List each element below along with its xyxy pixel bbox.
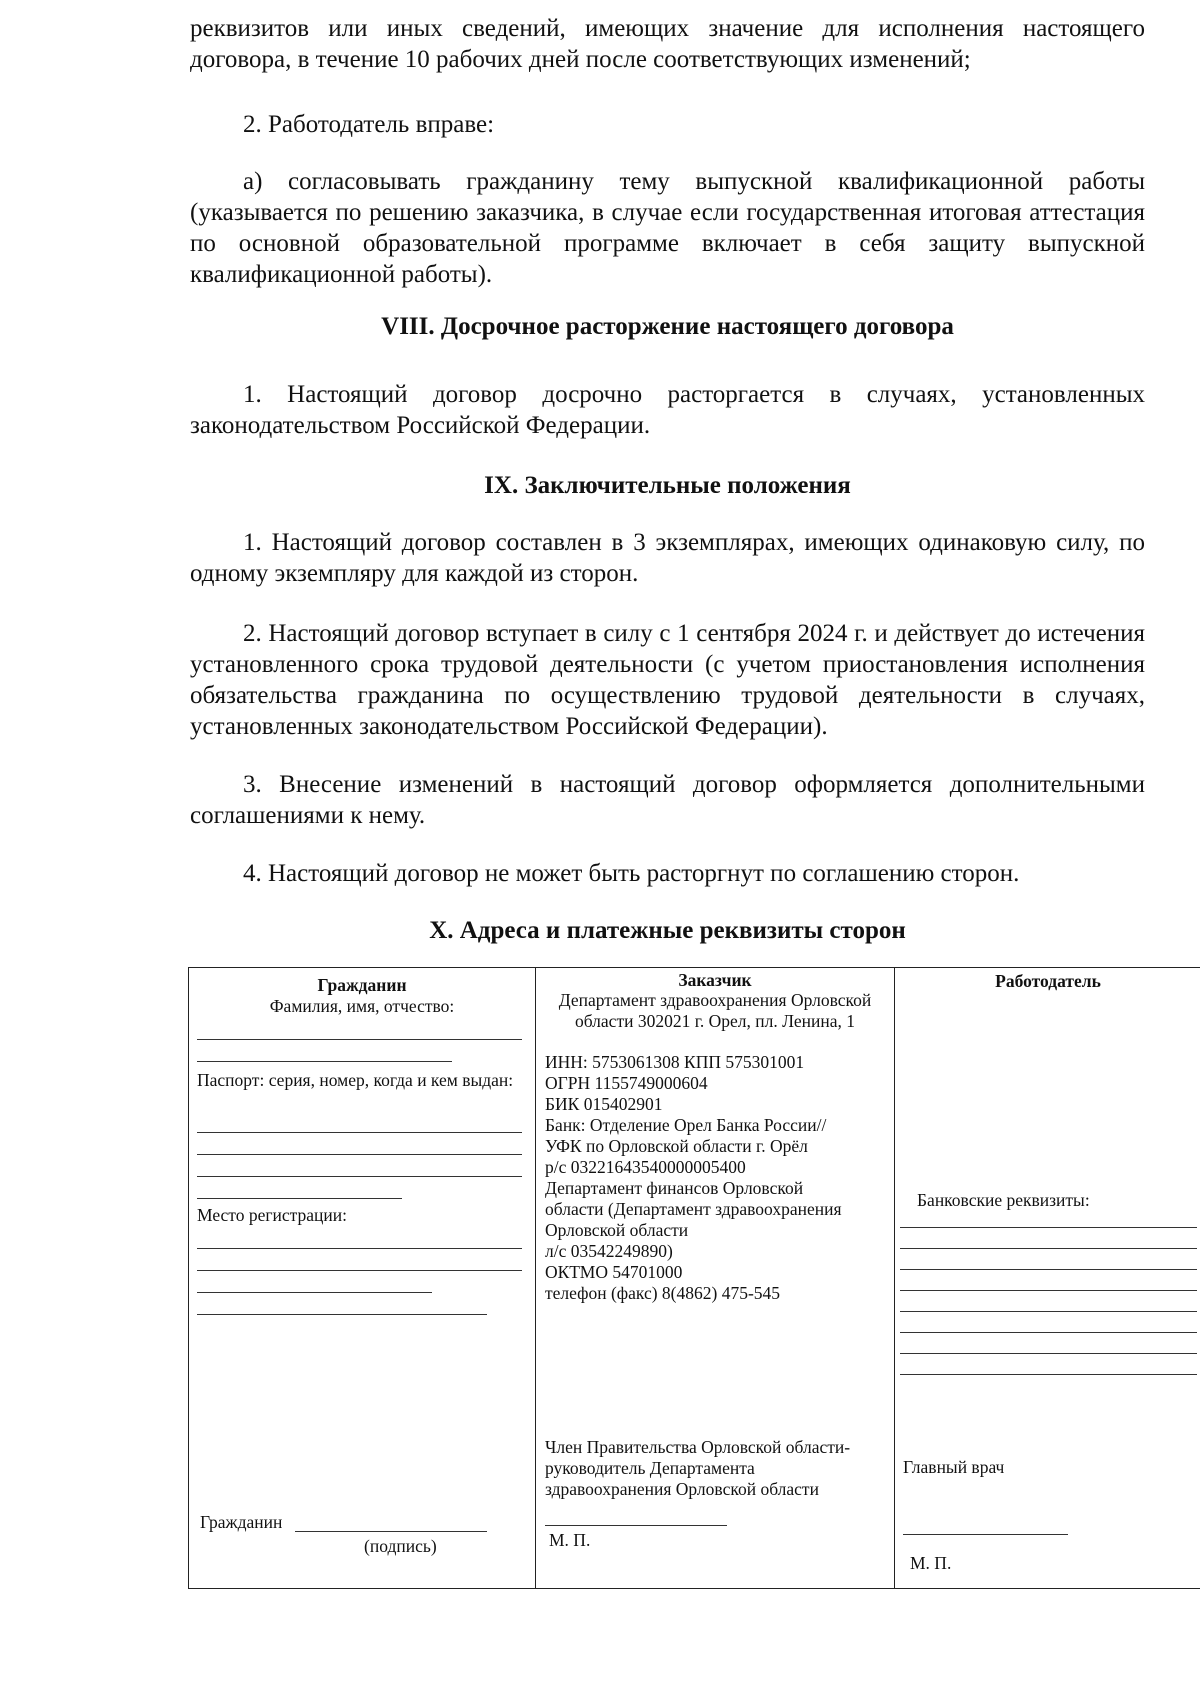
citizen-fio-label: Фамилия, имя, отчество: (269, 996, 455, 1016)
bank-line-6 (900, 1332, 1197, 1333)
registration-line-2 (197, 1270, 522, 1271)
requisites-table (188, 967, 1200, 1589)
fio-line-1 (197, 1039, 522, 1040)
paragraph-employer-rights: 2. Работодатель вправе: (243, 111, 495, 138)
customer-stamp: М. П. (549, 1530, 591, 1550)
passport-line-1 (197, 1132, 522, 1133)
customer-name: Департамент здравоохранения Орловской области 302021 г. Орел, пл. Ленина, 1 (558, 990, 872, 1031)
section-heading-ix: IX. Заключительные положения (484, 472, 851, 499)
paragraph-viii-1: 1. Настоящий договор досрочно расторгается в случаях, установленных законодательством Российской Федерации. (190, 381, 1145, 439)
registration-line-4 (197, 1314, 487, 1315)
bank-line-1 (900, 1227, 1197, 1228)
citizen-registration-label: Место регистрации: (197, 1205, 348, 1225)
citizen-passport-label: Паспорт: серия, номер, когда и кем выдан: (197, 1070, 514, 1090)
paragraph-ix-3: 3. Внесение изменений в настоящий договор оформляется дополнительными соглашениями к нему. (190, 771, 1145, 829)
employer-column (895, 968, 1200, 1588)
customer-sign-line (545, 1525, 727, 1526)
employer-title: Работодатель (995, 971, 1101, 991)
bank-line-5 (900, 1311, 1197, 1312)
customer-signer: Член Правительства Орловской области- руководитель Департамента здравоохранения Орловской области (545, 1437, 851, 1499)
paragraph-ix-1: 1. Настоящий договор составлен в 3 экземплярах, имеющих одинаковую силу, по одному экземпляру для каждой из сторон. (190, 529, 1145, 587)
bank-line-3 (900, 1269, 1197, 1270)
citizen-sign-label: Гражданин (200, 1512, 283, 1532)
employer-sign-line (903, 1534, 1068, 1535)
fio-line-2 (197, 1061, 452, 1062)
customer-column (536, 968, 895, 1588)
registration-line-3 (197, 1292, 432, 1293)
citizen-column (189, 968, 536, 1588)
paragraph-ix-2: 2. Настоящий договор вступает в силу с 1 сентября 2024 г. и действует до истечения установленного срока трудовой деятельности (с учетом приостановления исполнения обязательства гражданина по осуществлению трудовой деятельности в случаях, установленных законодательством Российской Федерации). (190, 620, 1145, 740)
paragraph-employer-rights-a: а) согласовывать гражданину тему выпускной квалификационной работы (указывается по решению заказчика, в случае если государственная итоговая аттестация по основной образовательной программе включает в себя защиту выпускной квалификационной работы). (190, 168, 1145, 288)
citizen-sign-hint: (подпись) (364, 1536, 437, 1556)
citizen-sign-line (295, 1531, 487, 1532)
paragraph-ix-4: 4. Настоящий договор не может быть расторгнут по соглашению сторон. (243, 860, 1020, 887)
bank-line-2 (900, 1248, 1197, 1249)
passport-line-3 (197, 1176, 522, 1177)
registration-line-1 (197, 1248, 522, 1249)
customer-details: ИНН: 5753061308 КПП 575301001 ОГРН 1155749000604 БИК 015402901 Банк: Отделение Орел Банка России// УФК по Орловской области г. Орёл р/с 03221643540000005400 Департамент финансов Орловской области (Департамент здравоохранения Орловской области л/с 03542249890) ОКТМО 54701000 телефон (факс) 8(4862) 475-545 (545, 1052, 842, 1303)
bank-line-8 (900, 1374, 1197, 1375)
citizen-title: Гражданин (317, 975, 407, 995)
employer-stamp: М. П. (910, 1553, 952, 1573)
passport-line-4 (197, 1198, 402, 1199)
employer-signer: Главный врач (903, 1457, 1005, 1477)
bank-line-7 (900, 1353, 1197, 1354)
bank-line-4 (900, 1290, 1197, 1291)
paragraph-continuation: реквизитов или иных сведений, имеющих значение для исполнения настоящего договора, в течение 10 рабочих дней после соответствующих изменений; (190, 15, 1145, 73)
section-heading-viii: VIII. Досрочное расторжение настоящего договора (381, 313, 954, 340)
section-heading-x: X. Адреса и платежные реквизиты сторон (429, 917, 906, 944)
employer-bank-label: Банковские реквизиты: (917, 1190, 1090, 1210)
customer-title: Заказчик (678, 970, 752, 990)
passport-line-2 (197, 1154, 522, 1155)
